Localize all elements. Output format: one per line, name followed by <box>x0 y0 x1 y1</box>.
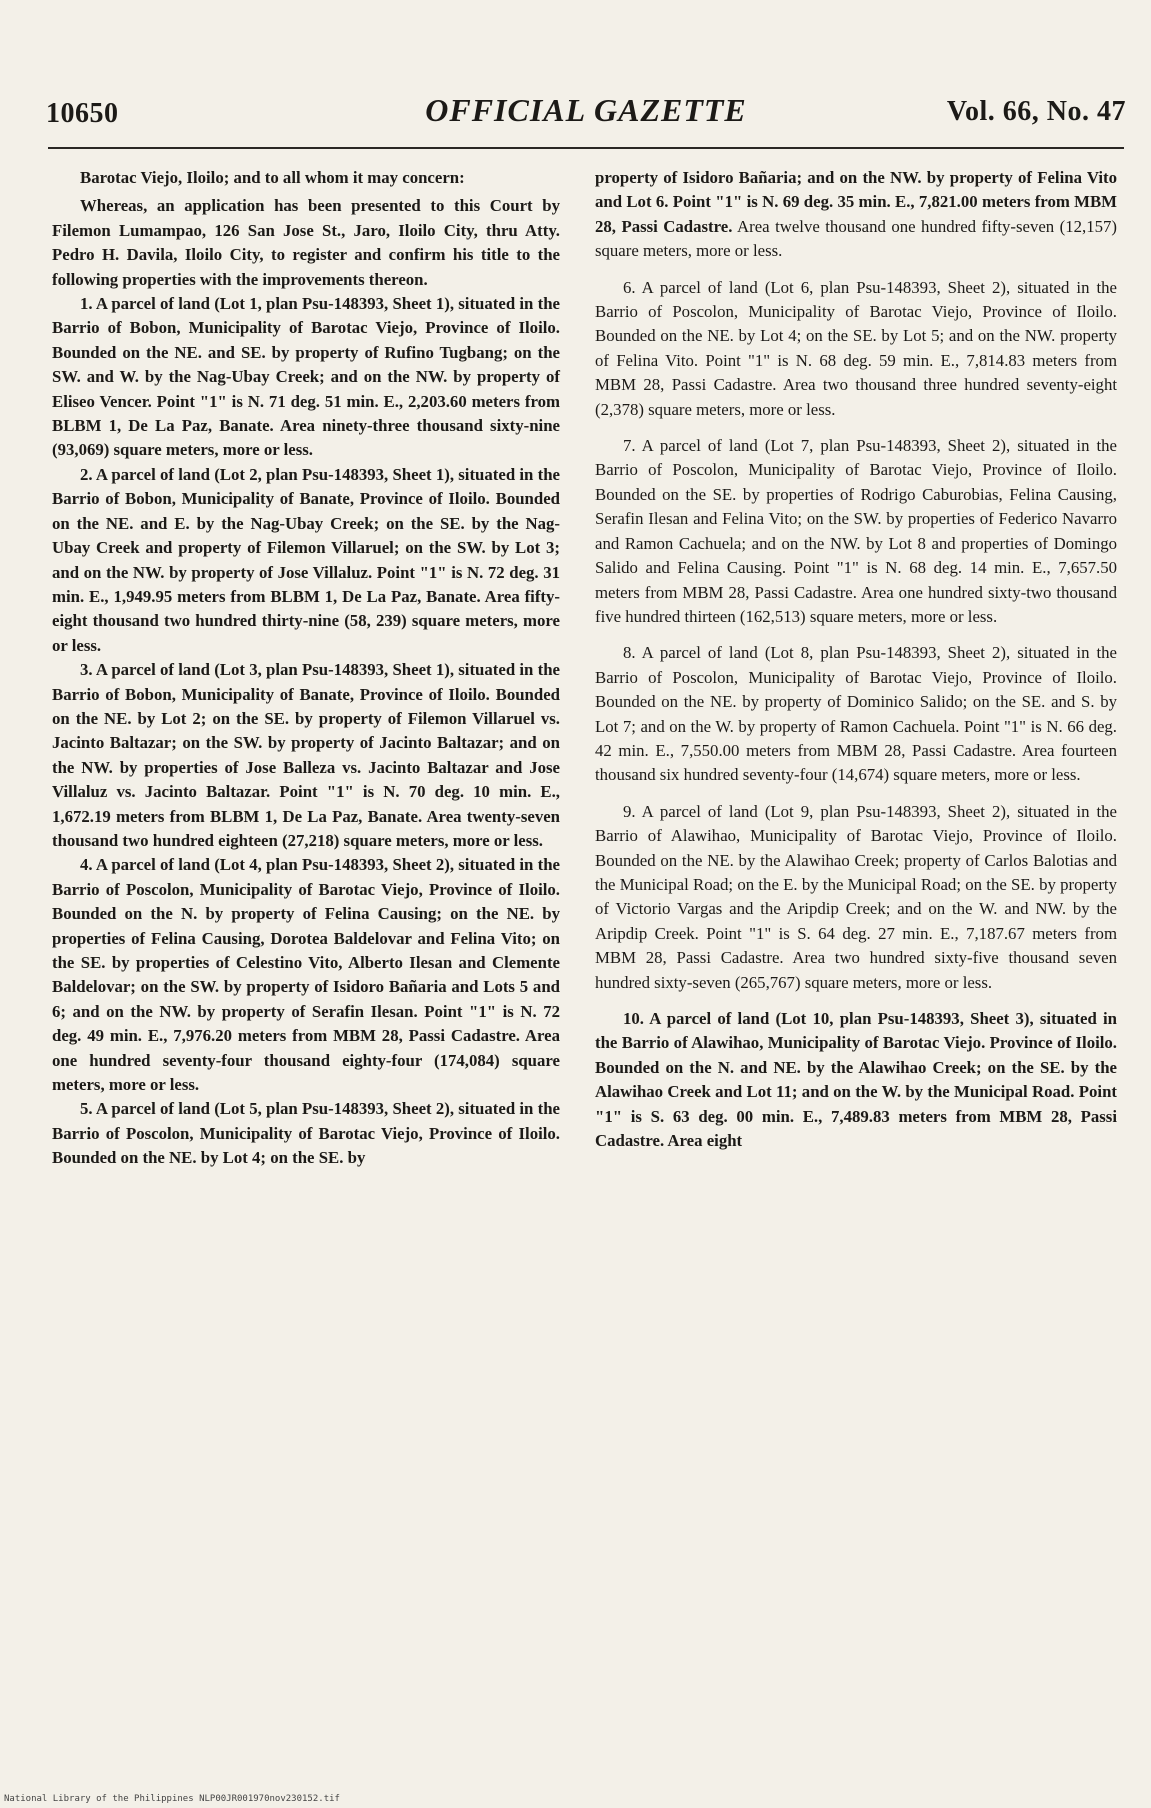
parcel-7-paragraph: 7. A parcel of land (Lot 7, plan Psu-148393, Sheet 2), situated in the Barrio of Poscolon, Municipality of Barotac Viejo, Province of Iloilo. Bounded on the SE. by properties of Rodrigo Caburobias, Felina Causing, Serafin Ilesan and Felina Vito; on the SW. by properties of Federico Navarro and Ramon Cachuela; and on the NW. by Lot 8 and properties of Domingo Salido and Felina Causing. Point "1" is N. 68 deg. 14 min. E., 7,657.50 meters from MBM 28, Passi Cadastre. Area one hundred sixty-two thousand five hundred thirteen (162,513) square meters, more or less. <box>595 436 1117 626</box>
parcel-6-paragraph: 6. A parcel of land (Lot 6, plan Psu-148393, Sheet 2), situated in the Barrio of Poscolon, Municipality of Barotac Viejo, Province of Iloilo. Bounded on the NE. by Lot 4; on the SE. by Lot 5; and on the NW. property of Felina Vito. Point "1" is N. 68 deg. 59 min. E., 7,814.83 meters from MBM 28, Passi Cadastre. Area two thousand three hundred seventy-eight (2,378) square meters, more or less. <box>595 277 1117 419</box>
parcel-3-paragraph: 3. A parcel of land (Lot 3, plan Psu-148393, Sheet 1), situated in the Barrio of Bobon, Municipality of Banate, Province of Iloilo. Bounded on the NE. by Lot 2; on the SE. by property of Filemon Villaruel vs. Jacinto Baltazar; on the SW. by property of Jacinto Baltazar; and on the NW. by properties of Jose Balleza vs. Jacinto Baltazar and Jose Villaluz vs. Jacinto Baltazar. Point "1" is N. 70 deg. 10 min. E., 1,672.19 meters from BLBM 1, De La Paz, Banate. Area twenty-seven thousand two hundred eighteen (27,218) square meters, more or less. <box>52 660 560 850</box>
volume-number: Vol. 66, No. 47 <box>946 96 1126 127</box>
page-header <box>46 92 1126 136</box>
parcel-10-paragraph: 10. A parcel of land (Lot 10, plan Psu-148393, Sheet 3), situated in the Barrio of Alawihao, Municipality of Barotac Viejo. Province of Iloilo. Bounded on the N. and NE. by the Alawihao Creek; on the SE. by the Alawihao Creek and Lot 11; and on the W. by the Municipal Road. Point "1" is S. 63 deg. 00 min. E., 7,489.83 meters from MBM 28, Passi Cadastre. Area eight <box>595 1009 1117 1151</box>
intro-paragraph: Whereas, an application has been presented to this Court by Filemon Lumampao, 126 San Jose St., Jaro, Iloilo City, thru Atty. Pedro H. Davila, Iloilo City, to register and confirm his title to the following properties with the improvements thereon. <box>52 196 560 289</box>
parcel-9-paragraph: 9. A parcel of land (Lot 9, plan Psu-148393, Sheet 2), situated in the Barrio of Alawihao, Municipality of Barotac Viejo, Province of Iloilo. Bounded on the NE. by the Alawihao Creek; property of Carlos Balotias and the Municipal Road; on the E. by the Municipal Road; on the SE. by property of Victorio Vargas and the Aripdip Creek; and on the W. and NW. by the Aripdip Creek. Point "1" is S. 64 deg. 27 min. E., 7,187.67 meters from MBM 28, Passi Cadastre. Area two hundred sixty-five thousand seven hundred sixty-seven (265,767) square meters, more or less. <box>595 801 1117 992</box>
scan-footer: National Library of the Philippines NLP00JR001970nov230152.tif <box>4 1794 340 1804</box>
right-column <box>595 166 1117 1153</box>
publication-title: OFFICIAL GAZETTE <box>425 92 747 128</box>
parcel-1-paragraph: 1. A parcel of land (Lot 1, plan Psu-148393, Sheet 1), situated in the Barrio of Bobon, Municipality of Barotac Viejo, Province of Iloilo. Bounded on the NE. and SE. by property of Rufino Tugbang; on the SW. and W. by the Nag-Ubay Creek; and on the NW. by property of Eliseo Vencer. Point "1" is N. 71 deg. 51 min. E., 2,203.60 meters from BLBM 1, De La Paz, Banate. Area ninety-three thousand sixty-nine (93,069) square meters, more or less. <box>52 294 560 460</box>
parcel-5-continued-rest: Area twelve thousand one hundred fifty-seven (12,157) square meters, more or less. <box>595 216 1117 261</box>
parcel-2-paragraph: 2. A parcel of land (Lot 2, plan Psu-148393, Sheet 1), situated in the Barrio of Bobon, Municipality of Banate, Province of Iloilo. Bounded on the NE. and E. by the Nag-Ubay Creek; on the SE. by the Nag-Ubay Creek and property of Filemon Villaruel; on the SW. by Lot 3; and on the NW. by property of Jose Villaluz. Point "1" is N. 72 deg. 31 min. E., 1,949.95 meters from BLBM 1, De La Paz, Banate. Area fifty-eight thousand two hundred thirty-nine (58, 239) square meters, more or less. <box>52 464 560 655</box>
page-number: 10650 <box>46 98 119 129</box>
parcel-5-paragraph: 5. A parcel of land (Lot 5, plan Psu-148393, Sheet 2), situated in the Barrio of Poscolon, Municipality of Barotac Viejo, Province of Iloilo. Bounded on the NE. by Lot 4; on the SE. by <box>52 1099 560 1168</box>
parcel-5-continued <box>595 166 1117 264</box>
parcel-8-paragraph: 8. A parcel of land (Lot 8, plan Psu-148393, Sheet 2), situated in the Barrio of Poscolon, Municipality of Barotac Viejo, Province of Iloilo. Bounded on the NE. by property of Dominico Salido; on the SE. and S. by Lot 7; and on the W. by property of Ramon Cachuela. Point "1" is N. 66 deg. 42 min. E., 7,550.00 meters from MBM 28, Passi Cadastre. Area fourteen thousand six hundred seventy-four (14,674) square meters, more or less. <box>595 643 1117 785</box>
parcel-5-continued-bold: property of Isidoro Bañaria; and on the NW. by property of Felina Vito and Lot 6. Point "1" is N. 69 deg. 35 min. E., 7,821.00 meters from MBM 28, Passi Cadastre. <box>595 168 1117 236</box>
left-column <box>52 166 560 1171</box>
parcel-4-paragraph: 4. A parcel of land (Lot 4, plan Psu-148393, Sheet 2), situated in the Barrio of Poscolon, Municipality of Barotac Viejo, Province of Iloilo. Bounded on the N. by property of Felina Causing; on the NE. by properties of Felina Causing, Dorotea Baldelovar and Felina Vito; on the SE. by properties of Celestino Vito, Alberto Ilesan and Clemente Baldelovar; on the SW. by property of Isidoro Bañaria and Lots 5 and 6; and on the NW. by property of Serafin Ilesan. Point "1" is N. 72 deg. 49 min. E., 7,976.20 meters from MBM 28, Passi Cadastre. Area one hundred seventy-four thousand eighty-four (174,084) square meters, more or less. <box>52 855 560 1095</box>
header-rule <box>48 147 1124 149</box>
address-line: Barotac Viejo, Iloilo; and to all whom it may concern: <box>80 168 465 187</box>
